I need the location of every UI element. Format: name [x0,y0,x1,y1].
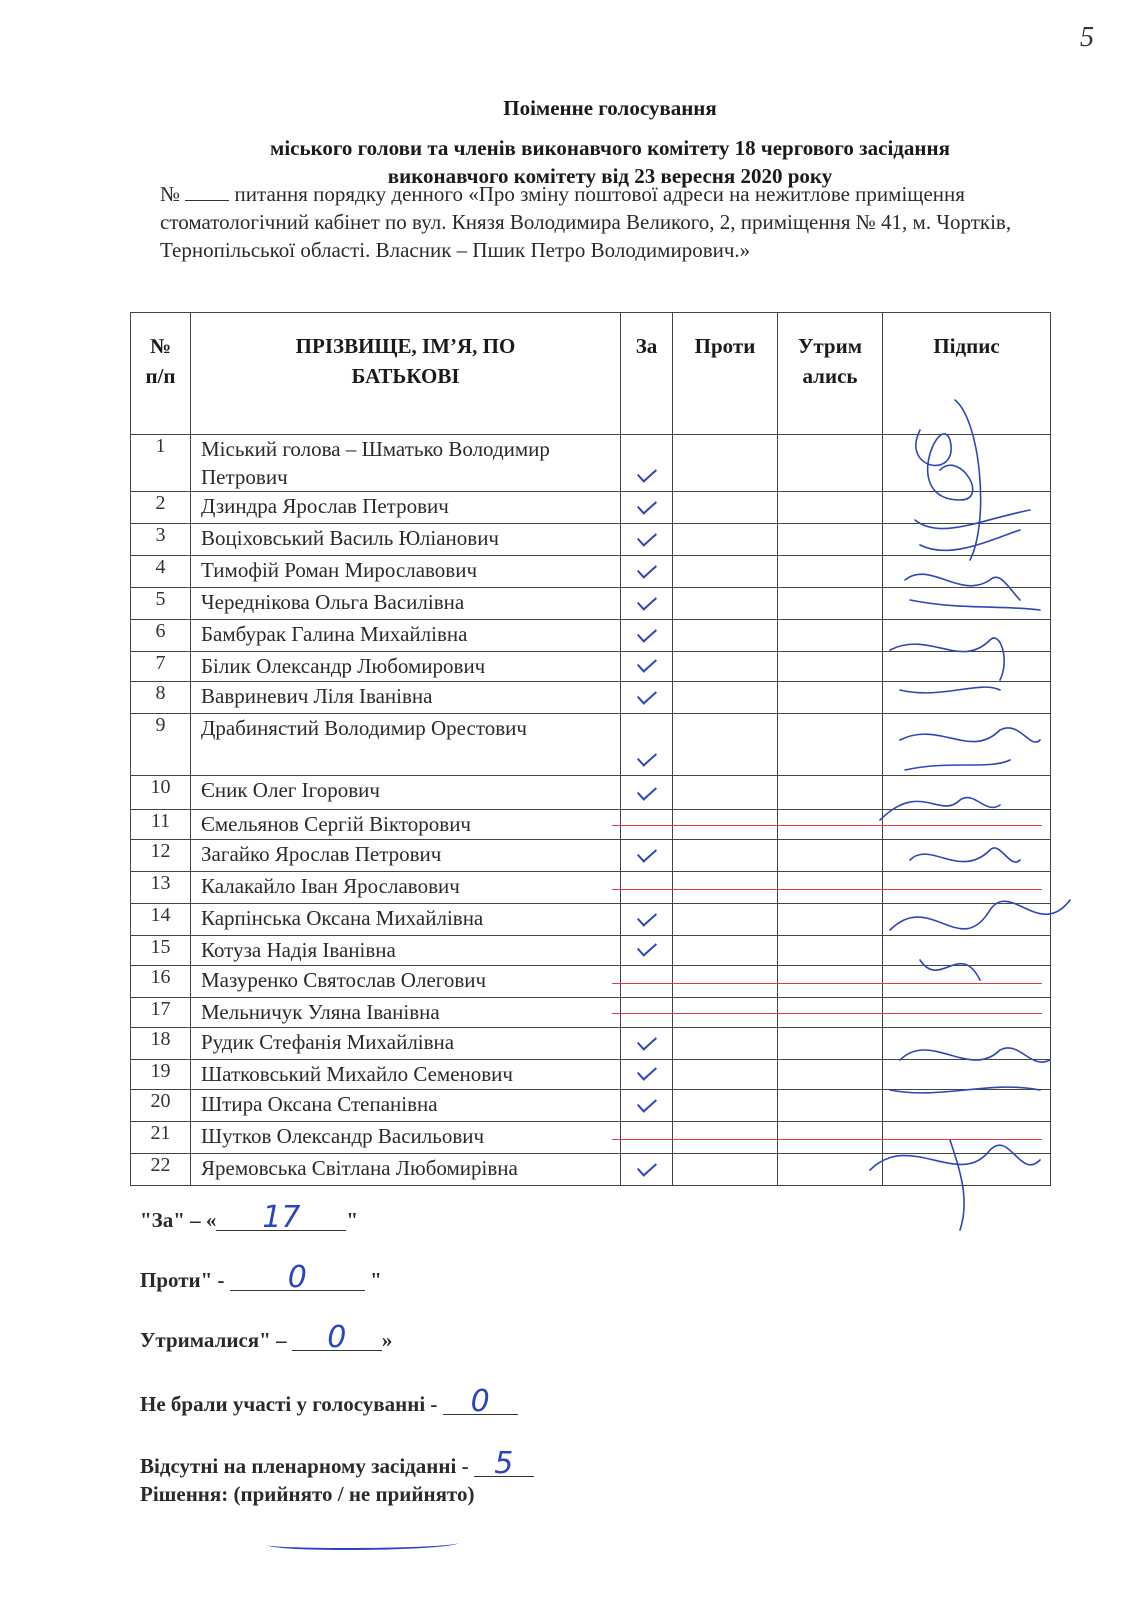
row-za [621,556,673,588]
row-za [621,1154,673,1186]
checkmark-icon [636,527,656,546]
summary-ne-braly: Не брали участі у голосуванні - 0 [140,1390,518,1417]
row-utrym [778,620,883,652]
row-utrym [778,682,883,714]
row-name: Яремовська Світлана Любомирівна [191,1154,621,1186]
table-row [131,936,1051,966]
row-number: 1 [131,435,191,492]
row-proty [673,714,778,776]
header-num: № п/п [131,313,191,435]
page-number: 5 [1080,22,1094,53]
table-row [131,620,1051,652]
row-name: Білик Олександр Любомирович [191,652,621,682]
row-signature [883,1028,1051,1060]
row-signature [883,524,1051,556]
row-name: Шутков Олександр Васильович [191,1122,621,1154]
checkmark-icon [636,463,656,482]
row-za [621,904,673,936]
table-row [131,872,1051,904]
row-number: 14 [131,904,191,936]
row-utrym [778,556,883,588]
summary-utrym: Утрималися" – 0 » [140,1320,393,1355]
summary-za: "За" – « 17 " [140,1200,359,1235]
row-za [621,1028,673,1060]
za-count: 17 [216,1206,346,1231]
table-row [131,1154,1051,1186]
row-utrym [778,966,883,998]
summary-proty: Проти" - 0 " [140,1260,382,1295]
row-proty [673,776,778,810]
row-number: 15 [131,936,191,966]
row-utrym [778,904,883,936]
row-proty [673,872,778,904]
agenda-text [160,180,1060,264]
strike-line [612,825,1042,826]
table-row [131,776,1051,810]
row-proty [673,1122,778,1154]
row-za [621,714,673,776]
summary-vidsutni: Відсутні на пленарному засіданні - 5 [140,1452,534,1479]
row-za [621,1090,673,1122]
row-number: 16 [131,966,191,998]
row-proty [673,682,778,714]
title-line-1: Поіменне голосування [503,96,717,120]
checkmark-icon [636,559,656,578]
row-utrym [778,1090,883,1122]
checkmark-icon [636,1093,656,1112]
checkmark-icon [636,1031,656,1050]
table-row [131,1090,1051,1122]
row-signature [883,435,1051,492]
row-za [621,1122,673,1154]
row-utrym [778,1060,883,1090]
row-name: Котуза Надія Іванівна [191,936,621,966]
row-za [621,524,673,556]
checkmark-icon [636,747,656,766]
row-signature [883,936,1051,966]
row-number: 18 [131,1028,191,1060]
row-signature [883,872,1051,904]
checkmark-icon [636,495,656,514]
strike-line [612,1013,1042,1014]
table-row [131,588,1051,620]
row-number: 11 [131,810,191,840]
agenda-prefix: № [160,182,181,206]
row-utrym [778,776,883,810]
row-proty [673,620,778,652]
proty-count: 0 [230,1266,365,1291]
row-name: Карпінська Оксана Михайлівна [191,904,621,936]
row-name: Мельничук Уляна Іванівна [191,998,621,1028]
table-row [131,682,1051,714]
row-utrym [778,1154,883,1186]
row-za [621,620,673,652]
row-name: Череднікова Ольга Василівна [191,588,621,620]
decision-underline [268,1538,458,1550]
row-proty [673,556,778,588]
row-utrym [778,524,883,556]
header-name: ПРІЗВИЩЕ, ІМ’Я, ПО БАТЬКОВІ [191,313,621,435]
table-row [131,966,1051,998]
checkmark-icon [636,781,656,800]
row-utrym [778,714,883,776]
title-line-2: міського голови та членів виконавчого комітету 18 чергового засідання [270,136,950,160]
row-name: Рудик Стефанія Михайлівна [191,1028,621,1060]
row-signature [883,682,1051,714]
row-za [621,1060,673,1090]
row-proty [673,966,778,998]
row-za [621,652,673,682]
header-za: За [621,313,673,435]
row-number: 20 [131,1090,191,1122]
row-name: Мазуренко Святослав Олегович [191,966,621,998]
row-proty [673,904,778,936]
header-utrym: Утрим ались [778,313,883,435]
row-signature [883,904,1051,936]
row-name: Бамбурак Галина Михайлівна [191,620,621,652]
row-number: 19 [131,1060,191,1090]
row-signature [883,966,1051,998]
row-number: 10 [131,776,191,810]
vidsutni-count: 5 [474,1452,534,1477]
row-signature [883,1122,1051,1154]
row-proty [673,840,778,872]
row-number: 13 [131,872,191,904]
row-proty [673,492,778,524]
row-name: Драбинястий Володимир Орестович [191,714,621,776]
row-utrym [778,1122,883,1154]
row-number: 17 [131,998,191,1028]
row-za [621,682,673,714]
row-name: Дзиндра Ярослав Петрович [191,492,621,524]
table-row [131,904,1051,936]
row-signature [883,776,1051,810]
row-number: 6 [131,620,191,652]
table-row [131,524,1051,556]
table-row [131,652,1051,682]
checkmark-icon [636,907,656,926]
ne-braly-count: 0 [443,1390,518,1415]
row-proty [673,1028,778,1060]
table-row [131,840,1051,872]
row-proty [673,524,778,556]
strike-line [612,889,1042,890]
row-proty [673,936,778,966]
row-utrym [778,936,883,966]
row-utrym [778,652,883,682]
row-proty [673,652,778,682]
row-number: 5 [131,588,191,620]
row-signature [883,652,1051,682]
row-number: 9 [131,714,191,776]
row-name: Штира Оксана Степанівна [191,1090,621,1122]
row-utrym [778,588,883,620]
row-signature [883,492,1051,524]
row-name: Калакайло Іван Ярославович [191,872,621,904]
row-name: Єник Олег Ігорович [191,776,621,810]
row-za [621,840,673,872]
agenda-number-blank [185,182,229,201]
row-signature [883,620,1051,652]
row-signature [883,588,1051,620]
strike-line [612,1139,1042,1140]
row-utrym [778,872,883,904]
checkmark-icon [636,623,656,642]
vote-table [130,312,1051,1186]
summary-decision: Рішення: (прийнято / не прийнято) [140,1482,475,1506]
checkmark-icon [636,1061,656,1080]
table-row [131,435,1051,492]
checkmark-icon [636,937,656,956]
table-row [131,492,1051,524]
row-number: 7 [131,652,191,682]
row-utrym [778,1028,883,1060]
checkmark-icon [636,1157,656,1176]
header-proty: Проти [673,313,778,435]
table-row [131,1060,1051,1090]
row-number: 21 [131,1122,191,1154]
row-signature [883,1154,1051,1186]
vote-table-body [131,435,1051,1186]
row-za [621,966,673,998]
row-proty [673,1090,778,1122]
row-number: 8 [131,682,191,714]
row-utrym [778,840,883,872]
row-number: 4 [131,556,191,588]
row-utrym [778,492,883,524]
row-proty [673,1060,778,1090]
row-proty [673,1154,778,1186]
row-name: Тимофій Роман Мирославович [191,556,621,588]
row-name: Вавриневич Ліля Іванівна [191,682,621,714]
table-row [131,1122,1051,1154]
checkmark-icon [636,653,656,672]
row-signature [883,714,1051,776]
strike-line [612,983,1042,984]
row-signature [883,840,1051,872]
row-number: 3 [131,524,191,556]
title-line-3: виконавчого комітету від 23 вересня 2020 року [387,164,833,188]
table-row [131,1028,1051,1060]
row-za [621,492,673,524]
row-za [621,936,673,966]
checkmark-icon [636,591,656,610]
row-name: Шатковський Михайло Семенович [191,1060,621,1090]
row-signature [883,556,1051,588]
header-pidpys: Підпис [883,313,1051,435]
row-proty [673,588,778,620]
row-name: Міський голова – Шматько Володимир Петрович [191,435,621,492]
row-za [621,588,673,620]
row-utrym [778,435,883,492]
row-za [621,776,673,810]
row-za [621,872,673,904]
table-row [131,556,1051,588]
row-number: 22 [131,1154,191,1186]
row-name: Загайко Ярослав Петрович [191,840,621,872]
row-name: Ємельянов Сергій Вікторович [191,810,621,840]
row-signature [883,1090,1051,1122]
row-number: 12 [131,840,191,872]
table-row [131,714,1051,776]
row-number: 2 [131,492,191,524]
checkmark-icon [636,843,656,862]
agenda-body: питання порядку денного «Про зміну поштової адреси на нежитлове приміщення стоматологічний кабінет по вул. Князя Володимира Великого, 2, приміщення № 41, м. Чортків, Тернопільської області. Власник – Пшик Петро Володимирович.» [160,182,1012,262]
row-proty [673,435,778,492]
row-name: Воціховський Василь Юліанович [191,524,621,556]
row-signature [883,1060,1051,1090]
row-za [621,435,673,492]
utrym-count: 0 [292,1326,382,1351]
checkmark-icon [636,685,656,704]
